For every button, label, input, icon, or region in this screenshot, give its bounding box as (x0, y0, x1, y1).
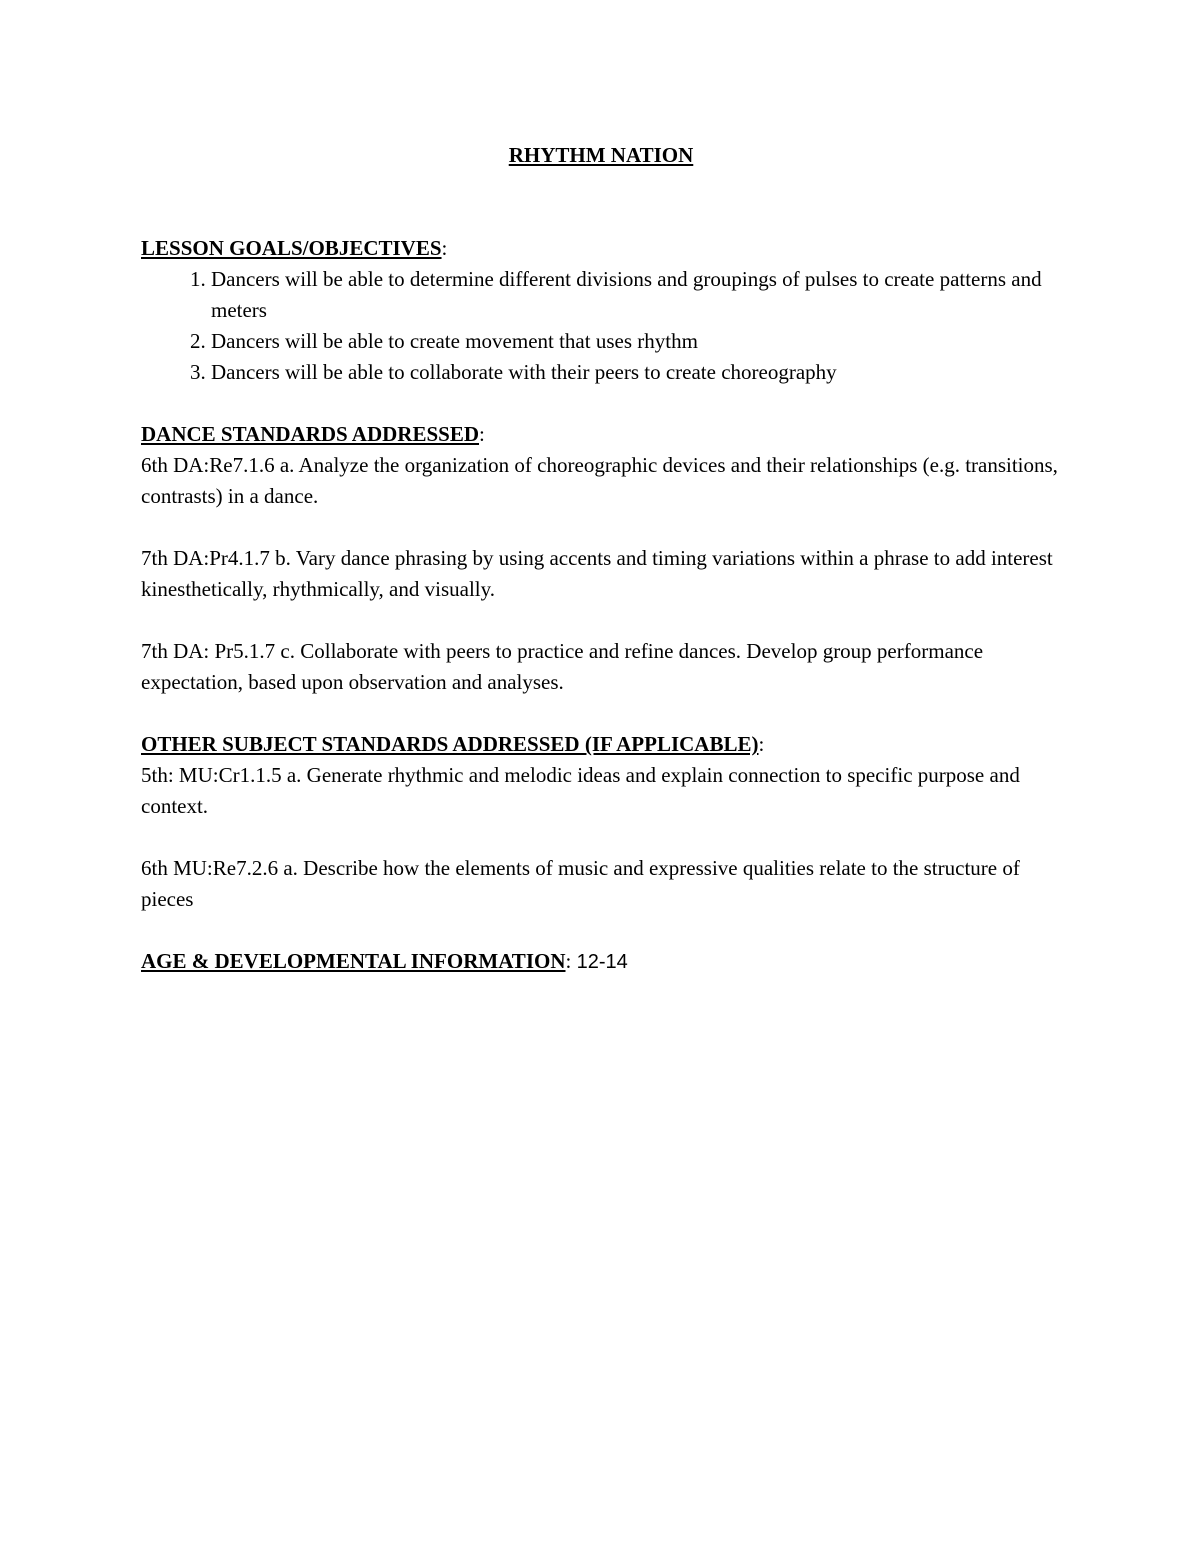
age-info-value: 12-14 (576, 951, 628, 973)
age-info-colon: : (565, 949, 577, 973)
age-info-section (141, 946, 1061, 978)
lesson-goals-heading-text: LESSON GOALS/OBJECTIVES (141, 236, 442, 260)
other-standards-heading-text: OTHER SUBJECT STANDARDS ADDRESSED (IF APPLICABLE) (141, 732, 759, 756)
lesson-goals-heading (141, 233, 1061, 264)
lesson-goals-section (141, 233, 1061, 388)
dance-standards-section (141, 419, 1061, 698)
dance-standard-item: 6th DA:Re7.1.6 a. Analyze the organization of choreographic devices and their relationships (e.g. transitions, contrasts) in a dance. (141, 453, 1058, 508)
dance-standards-heading (141, 419, 1061, 450)
lesson-goals-heading-colon: : (441, 236, 448, 260)
goal-item: 2. Dancers will be able to create movement that uses rhythm (211, 326, 1061, 357)
other-standard-item: 6th MU:Re7.2.6 a. Describe how the elements of music and expressive qualities relate to the structure of pieces (141, 856, 1020, 911)
dance-standards-heading-colon: : (479, 422, 485, 446)
goal-item: 3. Dancers will be able to collaborate with their peers to create choreography (211, 357, 1061, 388)
other-standards-heading (141, 729, 1061, 760)
document-title: RHYTHM NATION (508, 143, 694, 167)
goal-item: 1. Dancers will be able to determine different divisions and groupings of pulses to create patterns and meters (211, 264, 1061, 326)
other-standards-heading-colon: : (758, 732, 765, 756)
dance-standard-item: 7th DA:Pr4.1.7 b. Vary dance phrasing by using accents and timing variations within a phrase to add interest kinesthetically, rhythmically, and visually. (141, 546, 1053, 601)
age-info-line (141, 946, 1061, 978)
age-info-heading-text: AGE & DEVELOPMENTAL INFORMATION (141, 949, 566, 973)
dance-standard-item: 7th DA: Pr5.1.7 c. Collaborate with peers to practice and refine dances. Develop group performance expectation, based upon observation and analyses. (141, 639, 984, 694)
other-standard-item: 5th: MU:Cr1.1.5 a. Generate rhythmic and melodic ideas and explain connection to specific purpose and context. (141, 763, 1020, 818)
other-standards-section (141, 729, 1061, 915)
dance-standards-heading-text: DANCE STANDARDS ADDRESSED (141, 422, 480, 446)
lesson-goals-list (141, 264, 1061, 388)
document-content (141, 140, 1061, 978)
